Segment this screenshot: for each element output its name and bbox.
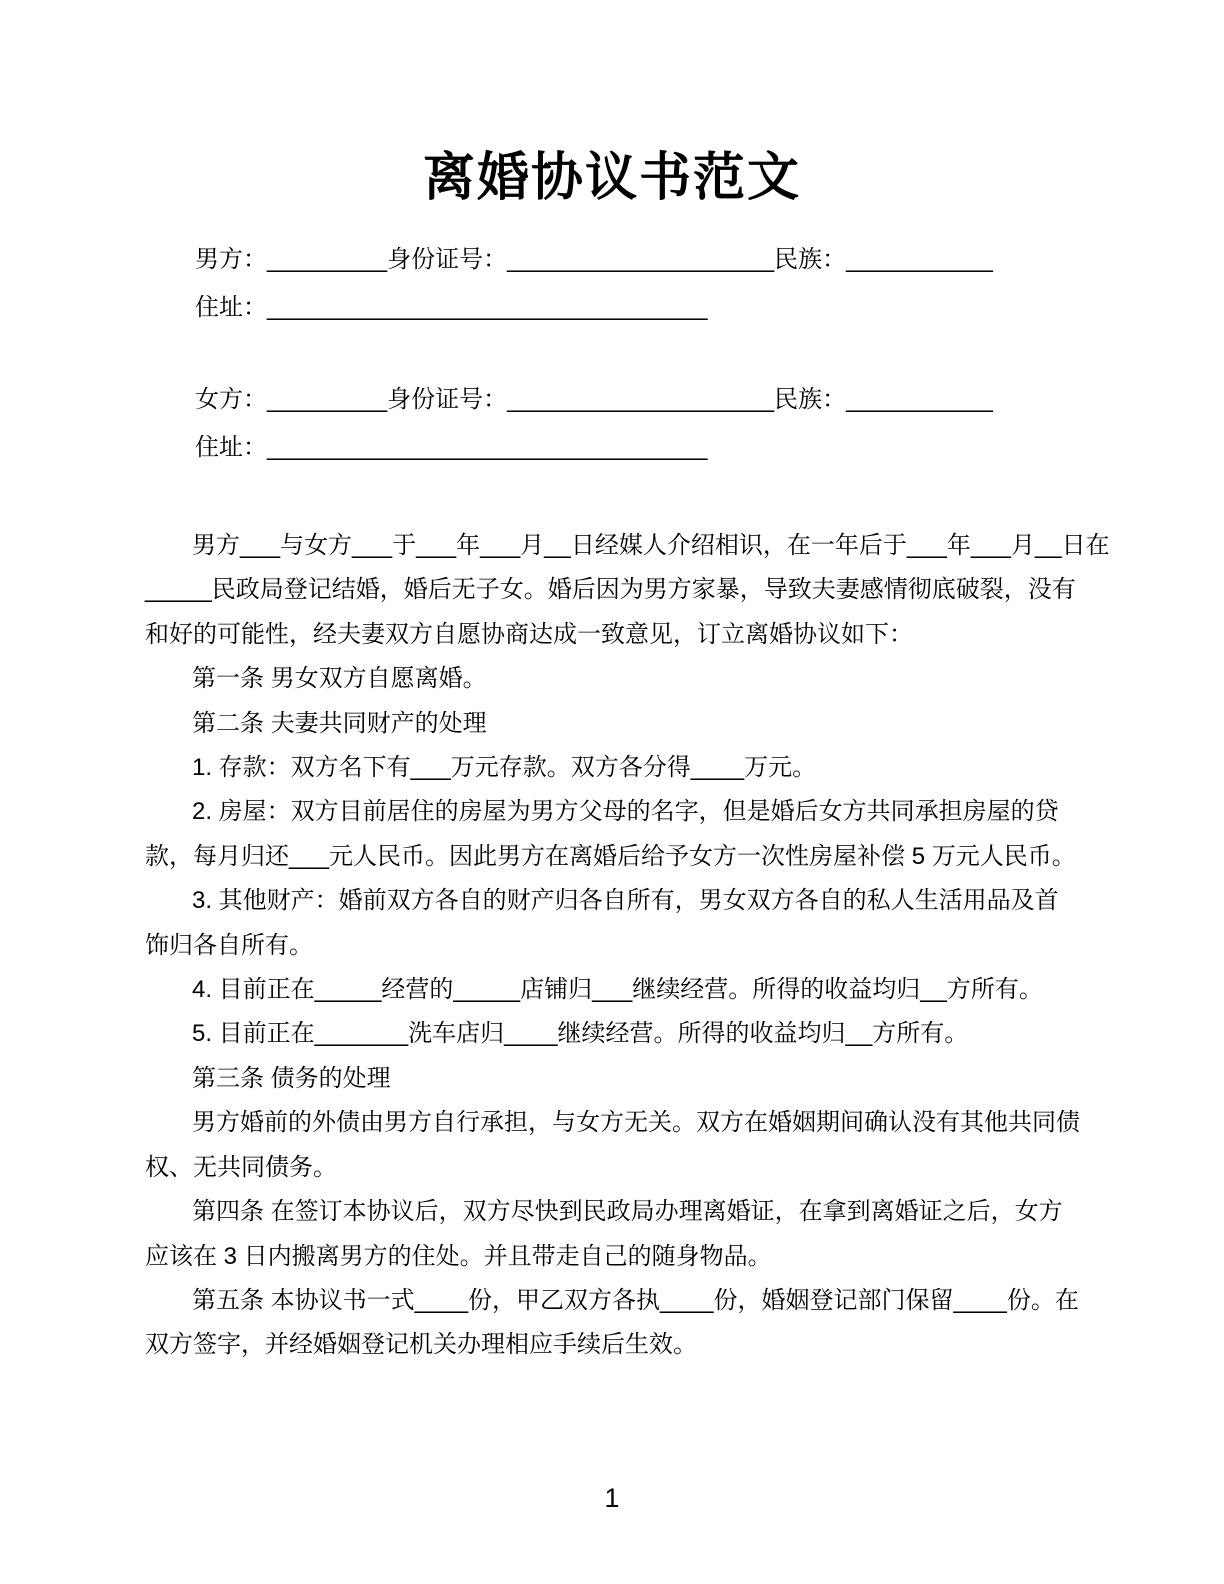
female-address-line: 住址：_________________________________ <box>195 434 708 461</box>
party-block-female <box>195 376 993 472</box>
male-address-line: 住址：_________________________________ <box>195 294 708 321</box>
body-line: 男方婚前的外债由男方自行承担，与女方无关。双方在婚姻期间确认没有其他共同债 <box>192 1109 1080 1137</box>
party-block-male <box>195 236 993 332</box>
body-line: 款，每月归还___元人民币。因此男方在离婚后给予女方一次性房屋补偿 5 万元人民币。 <box>145 842 1076 870</box>
body-line: 第五条 本协议书一式____份，甲乙双方各执____份，婚姻登记部门保留____份。在 <box>192 1286 1079 1314</box>
body-line: _____民政局登记结婚，婚后无子女。婚后因为男方家暴，导致夫妻感情彻底破裂，没有 <box>145 576 1076 604</box>
body-line: 第四条 在签订本协议后，双方尽快到民政局办理离婚证，在拿到离婚证之后，女方 <box>192 1198 1063 1226</box>
body-line: 4. 目前正在_____经营的_____店铺归___继续经营。所得的收益均归__方所有。 <box>192 976 1043 1004</box>
body-line: 第一条 男女双方自愿离婚。 <box>192 665 487 693</box>
body-line: 双方签字，并经婚姻登记机关办理相应手续后生效。 <box>145 1331 697 1359</box>
page-number: 1 <box>604 1483 620 1513</box>
body-line: 1. 存款：双方名下有___万元存款。双方各分得____万元。 <box>192 754 817 782</box>
body-line: 5. 目前正在_______洗车店归____继续经营。所得的收益均归__方所有。 <box>192 1020 969 1048</box>
body-line: 3. 其他财产：婚前双方各自的财产归各自所有，男女双方各自的私人生活用品及首 <box>192 887 1059 915</box>
male-identity-line: 男方：_________身份证号：____________________民族：___________ <box>195 246 993 273</box>
body-line: 男方___与女方___于___年___月__日经媒人介绍相识，在一年后于___年___月__日在 <box>192 532 1110 559</box>
body-line: 第三条 债务的处理 <box>192 1064 391 1092</box>
body-line: 2. 房屋：双方目前居住的房屋为男方父母的名字，但是婚后女方共同承担房屋的贷 <box>192 798 1059 826</box>
body-text <box>145 524 1110 1368</box>
female-identity-line: 女方：_________身份证号：____________________民族：___________ <box>195 386 993 413</box>
document-title: 离婚协议书范文 <box>422 149 801 207</box>
body-line: 和好的可能性，经夫妻双方自愿协商达成一致意见，订立离婚协议如下： <box>145 620 913 648</box>
body-line: 饰归各自所有。 <box>145 931 313 959</box>
body-line: 第二条 夫妻共同财产的处理 <box>192 709 487 737</box>
body-line: 应该在 3 日内搬离男方的住处。并且带走自己的随身物品。 <box>145 1242 772 1270</box>
body-line: 权、无共同债务。 <box>145 1153 337 1181</box>
